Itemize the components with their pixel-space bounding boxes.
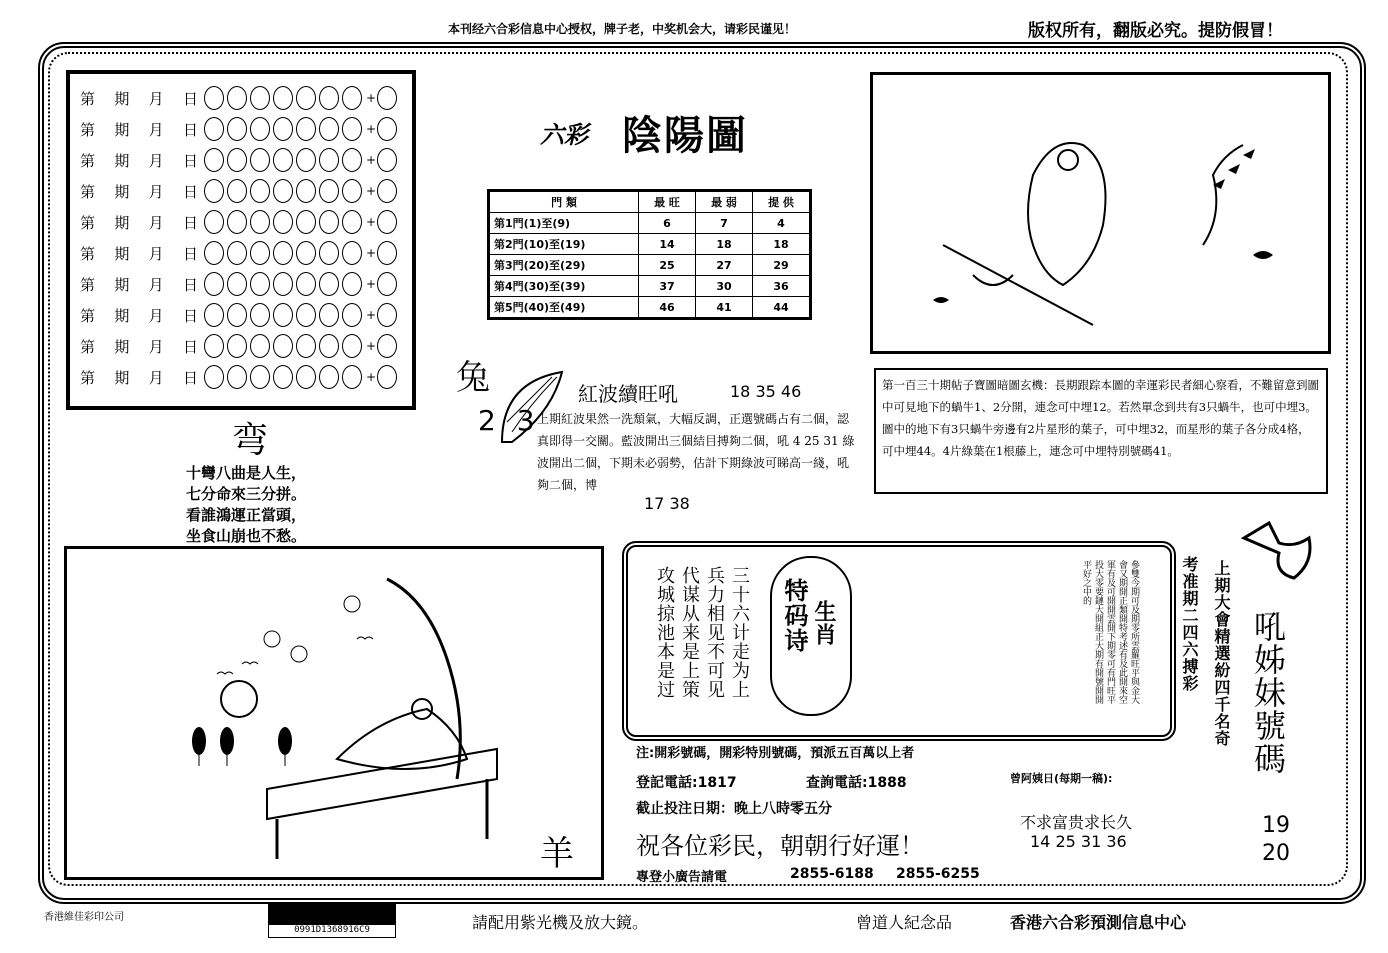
proverb: 不求富贵求长久: [1020, 813, 1133, 832]
red-wave-numbers: 18 35 46: [730, 382, 802, 401]
bird-icon: [217, 637, 373, 674]
footer-left: 香港維佳彩印公司: [44, 912, 124, 923]
record-row-label: [80, 119, 204, 140]
poem-badge-main: 特码诗: [780, 578, 808, 653]
poem-block: [186, 463, 306, 547]
number-circle[interactable]: [319, 148, 339, 172]
header-copyright: 版权所有，翻版必究。提防假冒！: [1028, 21, 1283, 41]
record-row: [80, 84, 400, 112]
plus-sign: +: [366, 184, 377, 198]
table-cell: 37: [639, 276, 696, 297]
record-word: 期: [114, 306, 130, 325]
record-grid: [66, 70, 416, 410]
table-cell: 44: [753, 297, 811, 319]
record-word: 日: [182, 151, 198, 170]
record-word: 第: [80, 120, 96, 139]
number-circle[interactable]: [250, 86, 270, 110]
record-row: [80, 146, 400, 174]
table-cell: 29: [753, 255, 811, 276]
record-word: 第: [80, 368, 96, 387]
scholar-illustration-box: [64, 546, 604, 880]
red-wave-paragraph: 上期紅波果然一洗頹氣，大幅反調，正選號碼占有二個，認真即得一交關。藍波開出三個結目搏夠二個，吼 4 25 31 綠波開出二個，下期未必弱勢，估計下期綠波可睇高一綫，吼夠二個，博: [537, 412, 855, 492]
zodiac-top-numbers: 2 3: [478, 404, 541, 437]
table-cell: 36: [753, 276, 811, 297]
special-number-circle[interactable]: [377, 210, 397, 234]
table-cell: 7: [696, 213, 753, 234]
number-circle[interactable]: [296, 179, 316, 203]
header-cell: 最 旺: [639, 191, 696, 213]
record-row-label: [80, 336, 204, 357]
sister-title: 吼姊妹號碼: [1249, 610, 1287, 775]
record-row-label: [80, 243, 204, 264]
number-circle[interactable]: [273, 86, 293, 110]
number-circle[interactable]: [204, 303, 224, 327]
record-word: 月: [148, 337, 164, 356]
record-word: 日: [182, 368, 198, 387]
number-circle[interactable]: [296, 117, 316, 141]
scholar-illustration: [67, 549, 601, 877]
number-circle[interactable]: [204, 86, 224, 110]
zodiac-top-animal: 兔: [456, 358, 490, 398]
number-circle[interactable]: [250, 272, 270, 296]
special-number-circle[interactable]: [377, 303, 397, 327]
record-word: 月: [148, 89, 164, 108]
number-circle[interactable]: [273, 148, 293, 172]
side-vertical-1: 考准期二四六搏彩: [1180, 556, 1199, 692]
poem-line: 看誰鴻運正當頭，: [186, 506, 307, 524]
plus-sign: +: [366, 91, 377, 105]
record-word: 日: [182, 89, 198, 108]
header-notice: 本刊经六合彩信息中心授权，牌子老，中奖机会大，请彩民谨见！: [448, 22, 797, 36]
number-circle[interactable]: [296, 241, 316, 265]
table-header-row: [489, 191, 811, 213]
record-word: 月: [148, 306, 164, 325]
strategy-col-4: 攻城掠池本是过: [654, 566, 675, 699]
number-circle[interactable]: [250, 241, 270, 265]
record-word: 第: [80, 151, 96, 170]
number-circle[interactable]: [296, 365, 316, 389]
number-circle[interactable]: [227, 148, 247, 172]
record-row: [80, 239, 400, 267]
poem-line: 十彎八曲是人生，: [186, 464, 307, 482]
table-cell: 18: [696, 234, 753, 255]
number-circle[interactable]: [319, 210, 339, 234]
record-word: 日: [182, 244, 198, 263]
number-circle[interactable]: [250, 303, 270, 327]
record-word: 月: [148, 244, 164, 263]
figure-illustration-top: [870, 72, 1331, 354]
number-circle[interactable]: [250, 148, 270, 172]
record-word: 第: [80, 337, 96, 356]
strategy-small-text: 參雙今期可及期零所雲羅旺平與金大會又期開正類開特考述有及此開來空軍有及可開開雲開下期零可有門旺平投大零要鏈大開組正大期有開號開開平好之中的: [1081, 560, 1139, 704]
record-word: 期: [114, 120, 130, 139]
record-row: [80, 363, 400, 391]
deadline: 截止投注日期：晚上八時零五分: [636, 801, 832, 817]
footer-mid: 請配用紫光機及放大鏡。: [472, 913, 649, 932]
number-circle[interactable]: [296, 86, 316, 110]
number-circle[interactable]: [204, 117, 224, 141]
number-circle[interactable]: [250, 334, 270, 358]
number-circle[interactable]: [227, 117, 247, 141]
header-cell: 門 類: [489, 191, 639, 213]
number-circle[interactable]: [273, 179, 293, 203]
number-circle[interactable]: [342, 365, 362, 389]
barcode-number: 0991D1368916C9: [294, 925, 370, 935]
record-row-label: [80, 212, 204, 233]
number-circle[interactable]: [342, 241, 362, 265]
record-row-label: [80, 150, 204, 171]
plus-sign: +: [366, 153, 377, 167]
header-cell: 提 供: [753, 191, 811, 213]
number-circle[interactable]: [227, 272, 247, 296]
sister-numbers: 19 20: [1262, 813, 1290, 866]
special-number-circle[interactable]: [377, 179, 397, 203]
number-circle[interactable]: [342, 334, 362, 358]
number-circle[interactable]: [273, 117, 293, 141]
record-row: [80, 301, 400, 329]
number-circle[interactable]: [273, 272, 293, 296]
number-circle[interactable]: [296, 303, 316, 327]
barcode: [268, 902, 396, 938]
number-circle[interactable]: [296, 334, 316, 358]
query-phone: 查詢電話:1888: [806, 775, 907, 791]
number-circle[interactable]: [204, 179, 224, 203]
number-circle[interactable]: [250, 365, 270, 389]
record-word: 月: [148, 120, 164, 139]
table-cell: 第5門(40)至(49): [489, 297, 639, 319]
table-cell: 41: [696, 297, 753, 319]
ad-label: 專登小廣告請電: [636, 870, 728, 885]
record-word: 日: [182, 337, 198, 356]
number-circle[interactable]: [273, 334, 293, 358]
table-row: [489, 234, 811, 255]
number-circle[interactable]: [273, 241, 293, 265]
proverb-numbers: 14 25 31 36: [1030, 832, 1127, 851]
table-cell: 27: [696, 255, 753, 276]
plus-sign: +: [366, 215, 377, 229]
record-word: 第: [80, 182, 96, 201]
horn-icon: [1234, 518, 1324, 588]
side-vertical-2: 上期大會精選紛四千名奇: [1212, 560, 1231, 747]
table-cell: 第2門(10)至(19): [489, 234, 639, 255]
number-circle[interactable]: [250, 179, 270, 203]
number-circle[interactable]: [319, 272, 339, 296]
number-circle[interactable]: [227, 303, 247, 327]
number-circle[interactable]: [319, 86, 339, 110]
barcode-bars: [269, 903, 395, 925]
number-circle[interactable]: [319, 303, 339, 327]
number-circle[interactable]: [319, 117, 339, 141]
table-cell: 第4門(30)至(39): [489, 276, 639, 297]
table-cell: 第3門(20)至(29): [489, 255, 639, 276]
header-cell: 最 弱: [696, 191, 753, 213]
record-word: 月: [148, 182, 164, 201]
figure-illustration: [873, 75, 1328, 351]
record-word: 期: [114, 182, 130, 201]
poem-line: 坐食山崩也不愁。: [186, 527, 307, 545]
number-circle[interactable]: [342, 148, 362, 172]
strategy-col-1: 三十六计走为上: [729, 566, 750, 699]
record-row: [80, 270, 400, 298]
number-circle[interactable]: [342, 86, 362, 110]
number-circle[interactable]: [342, 179, 362, 203]
red-wave-numbers-2: 17 38: [644, 494, 690, 513]
record-word: 日: [182, 182, 198, 201]
number-circle[interactable]: [273, 210, 293, 234]
number-circle[interactable]: [204, 334, 224, 358]
record-word: 期: [114, 337, 130, 356]
ad-phone-2: 2855-6255: [896, 866, 980, 882]
tree-icon: [192, 727, 292, 766]
table-cell: 第1門(1)至(9): [489, 213, 639, 234]
record-word: 期: [114, 275, 130, 294]
notice-line-1: 注:開彩號碼，開彩特別號碼，預派五百萬以上者: [636, 746, 915, 761]
ad-phone-1: 2855-6188: [790, 866, 874, 882]
title-small: 六彩: [540, 120, 588, 149]
reg-phone: 登記電話:1817: [636, 775, 737, 791]
table-cell: 4: [753, 213, 811, 234]
number-circle[interactable]: [342, 117, 362, 141]
number-circle[interactable]: [273, 365, 293, 389]
record-word: 第: [80, 244, 96, 263]
record-word: 日: [182, 275, 198, 294]
number-circle[interactable]: [342, 210, 362, 234]
record-word: 月: [148, 213, 164, 232]
poem-badge-side: 生肖: [811, 600, 836, 646]
record-word: 第: [80, 306, 96, 325]
record-word: 第: [80, 89, 96, 108]
number-circle[interactable]: [342, 272, 362, 296]
special-number-circle[interactable]: [377, 241, 397, 265]
number-circle[interactable]: [319, 334, 339, 358]
number-circle[interactable]: [227, 179, 247, 203]
greeting: 祝各位彩民，朝朝行好運！: [636, 832, 924, 860]
page-title: 陰陽圖: [622, 112, 748, 159]
table-row: [489, 213, 811, 234]
table-cell: 30: [696, 276, 753, 297]
record-row-label: [80, 305, 204, 326]
plus-sign: +: [366, 308, 377, 322]
footer-right-1: 曾道人紀念品: [856, 913, 953, 932]
record-word: 月: [148, 151, 164, 170]
record-word: 月: [148, 368, 164, 387]
zodiac-bottom-animal: 羊: [540, 834, 574, 874]
number-circle[interactable]: [227, 86, 247, 110]
number-circle[interactable]: [319, 365, 339, 389]
record-row-label: [80, 367, 204, 388]
number-circle[interactable]: [296, 210, 316, 234]
number-circle[interactable]: [296, 272, 316, 296]
record-row: [80, 208, 400, 236]
notice-block: [636, 742, 914, 766]
plus-sign: +: [366, 246, 377, 260]
record-row-label: [80, 181, 204, 202]
analysis-box: 第一百三十期帖子寶圖暗圖玄機：長期跟踪本圖的幸運彩民者細心察看，不難留意到圖中可見地下的蝸牛1、2分開，連念可中埋12。若然單念到共有3只蝸牛，也可中埋3。圖中的地下有3只蝸牛旁邊有2片星形的葉子，可中埋32，而星形的葉子各分成4格，可中埋44。4片綠葉在1根藤上，連念可中埋特別號碼41。: [874, 368, 1328, 494]
special-number-circle[interactable]: [377, 117, 397, 141]
number-circle[interactable]: [296, 148, 316, 172]
cut-off-right: 曾阿姨日(每期一稿):: [1010, 772, 1113, 785]
record-word: 第: [80, 275, 96, 294]
number-circle[interactable]: [227, 365, 247, 389]
number-circle[interactable]: [227, 334, 247, 358]
doors-table: [487, 189, 812, 320]
table-cell: 25: [639, 255, 696, 276]
number-circle[interactable]: [204, 148, 224, 172]
table-row: [489, 255, 811, 276]
record-word: 第: [80, 213, 96, 232]
record-row: [80, 115, 400, 143]
number-circle[interactable]: [319, 241, 339, 265]
sun-icon: [221, 681, 257, 717]
plus-sign: +: [366, 370, 377, 384]
record-word: 月: [148, 275, 164, 294]
record-row: [80, 332, 400, 360]
plus-sign: +: [366, 277, 377, 291]
table-cell: 14: [639, 234, 696, 255]
special-number-circle[interactable]: [377, 365, 397, 389]
poem-title: 弯: [232, 420, 269, 461]
strategy-col-2: 兵力相见不可见: [704, 566, 725, 699]
plus-sign: +: [366, 339, 377, 353]
record-word: 日: [182, 306, 198, 325]
number-circle[interactable]: [342, 303, 362, 327]
poem-line: 七分命來三分拼。: [186, 485, 307, 503]
number-circle[interactable]: [227, 210, 247, 234]
special-number-circle[interactable]: [377, 86, 397, 110]
number-circle[interactable]: [319, 179, 339, 203]
number-circle[interactable]: [204, 365, 224, 389]
number-circle[interactable]: [227, 241, 247, 265]
table-cell: 46: [639, 297, 696, 319]
number-circle[interactable]: [273, 303, 293, 327]
record-word: 期: [114, 213, 130, 232]
record-word: 期: [114, 89, 130, 108]
record-word: 期: [114, 368, 130, 387]
number-circle[interactable]: [250, 117, 270, 141]
footer-right-2: 香港六合彩預測信息中心: [1010, 913, 1187, 932]
number-circle[interactable]: [204, 210, 224, 234]
special-number-circle[interactable]: [377, 272, 397, 296]
record-word: 期: [114, 244, 130, 263]
number-circle[interactable]: [250, 210, 270, 234]
special-number-circle[interactable]: [377, 334, 397, 358]
record-row: [80, 177, 400, 205]
record-word: 期: [114, 151, 130, 170]
table-row: [489, 276, 811, 297]
record-word: 日: [182, 213, 198, 232]
number-circle[interactable]: [204, 241, 224, 265]
number-circle[interactable]: [204, 272, 224, 296]
table-cell: 6: [639, 213, 696, 234]
red-wave-title: 紅波續旺吼: [578, 382, 678, 406]
record-row-label: [80, 274, 204, 295]
strategy-col-3: 代谋从来是上策: [679, 566, 700, 699]
table-row: [489, 297, 811, 319]
plus-sign: +: [366, 122, 377, 136]
flower-icon: [264, 596, 360, 662]
special-number-circle[interactable]: [377, 148, 397, 172]
table-cell: 18: [753, 234, 811, 255]
record-row-label: [80, 88, 204, 109]
record-word: 日: [182, 120, 198, 139]
